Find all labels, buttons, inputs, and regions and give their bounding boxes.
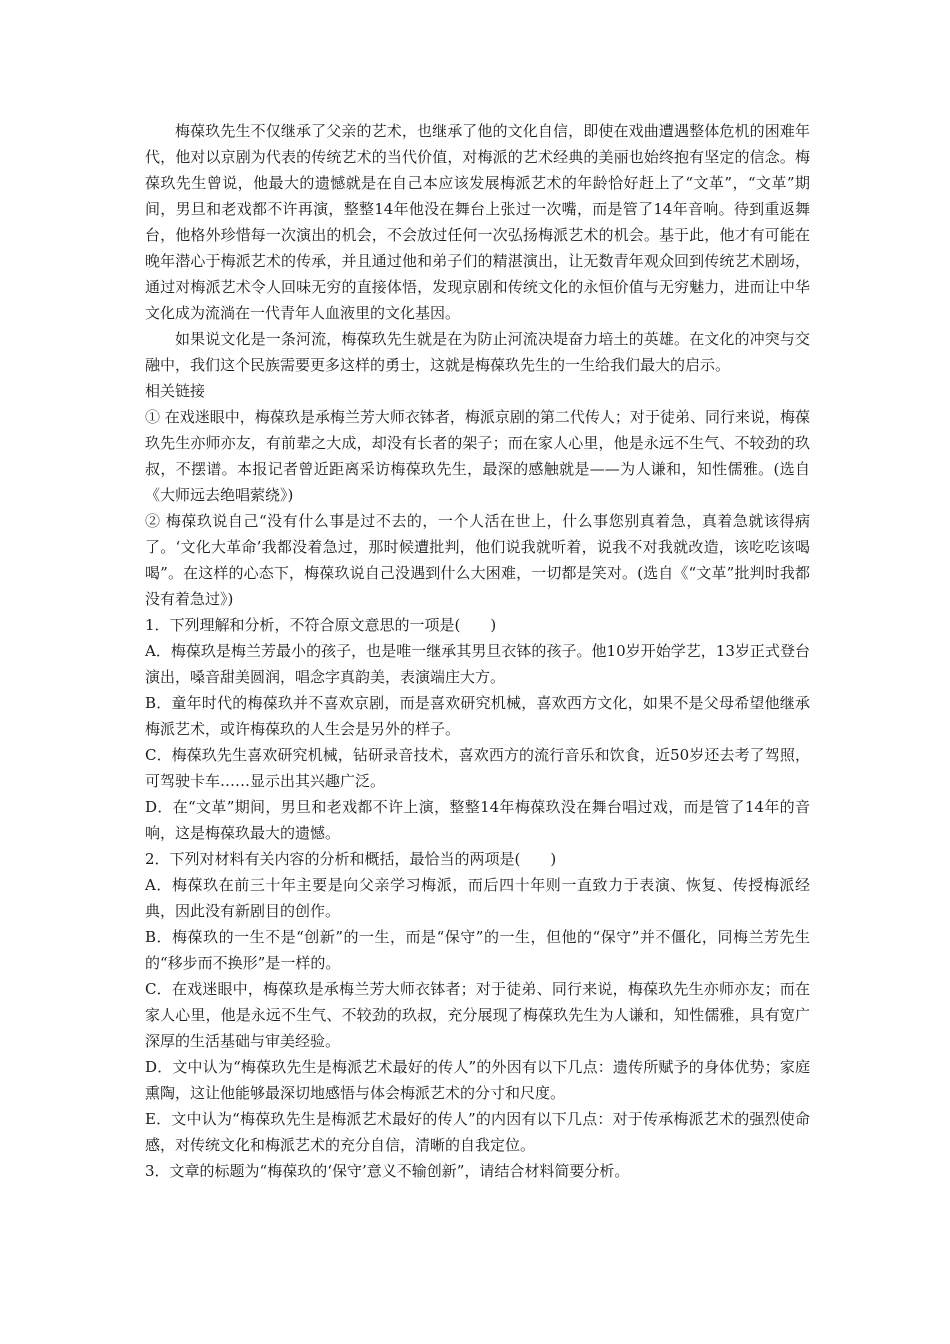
question-2-option-a: A．梅葆玖在前三十年主要是向父亲学习梅派，而后四十年则一直致力于表演、恢复、传授梅派经典，因此没有新剧目的创作。 xyxy=(145,876,810,920)
question-1-option-b: B．童年时代的梅葆玖并不喜欢京剧，而是喜欢研究机械，喜欢西方文化，如果不是父母希望他继承梅派艺术，或许梅葆玖的人生会是另外的样子。 xyxy=(145,694,810,738)
question-1-option-c: C．梅葆玖先生喜欢研究机械，钻研录音技术，喜欢西方的流行音乐和饮食，近50岁还去考了驾照，可驾驶卡车……显示出其兴趣广泛。 xyxy=(145,746,810,790)
question-1-stem: 1．下列理解和分析，不符合原文意思的一项是( ) xyxy=(145,616,497,634)
question-2-option-c: C．在戏迷眼中，梅葆玖是承梅兰芳大师衣钵者；对于徒弟、同行来说，梅葆玖先生亦师亦友；而在家人心里，他是永远不生气、不较劲的玖叔，充分展现了梅葆玖先生为人谦和，知性儒雅，具有宽广深厚的生活基础与审美经验。 xyxy=(145,980,810,1050)
question-2-option-d: D．文中认为“梅葆玖先生是梅派艺术最好的传人”的外因有以下几点：遗传所赋予的身体优势；家庭熏陶，这让他能够最深切地感悟与体会梅派艺术的分寸和尺度。 xyxy=(145,1058,810,1102)
article-paragraph-2: 如果说文化是一条河流，梅葆玖先生就是在为防止河流决堤奋力培土的英雄。在文化的冲突与交融中，我们这个民族需要更多这样的勇士，这就是梅葆玖先生的一生给我们最大的启示。 xyxy=(145,330,810,374)
question-2-option-e: E．文中认为“梅葆玖先生是梅派艺术最好的传人”的内因有以下几点：对于传承梅派艺术的强烈使命感，对传统文化和梅派艺术的充分自信，清晰的自我定位。 xyxy=(145,1110,810,1154)
document-page xyxy=(145,118,810,1184)
question-2-stem: 2．下列对材料有关内容的分析和概括，最恰当的两项是( ) xyxy=(145,850,557,868)
related-link-1: ① 在戏迷眼中，梅葆玖是承梅兰芳大师衣钵者，梅派京剧的第二代传人；对于徒弟、同行来说，梅葆玖先生亦师亦友，有前辈之大成，却没有长者的架子；而在家人心里，他是永远不生气、不较劲的玖叔，不摆谱。本报记者曾近距离采访梅葆玖先生，最深的感触就是——为人谦和，知性儒雅。(选自《大师远去绝唱萦绕》) xyxy=(145,408,810,504)
question-2-option-b: B．梅葆玖的一生不是“创新”的一生，而是“保守”的一生，但他的“保守”并不僵化，同梅兰芳先生的“移步而不换形”是一样的。 xyxy=(145,928,810,972)
question-1-option-a: A．梅葆玖是梅兰芳最小的孩子，也是唯一继承其男旦衣钵的孩子。他10岁开始学艺，13岁正式登台演出，嗓音甜美圆润，唱念字真韵美，表演端庄大方。 xyxy=(145,642,810,686)
question-1-option-d: D．在“文革”期间，男旦和老戏都不许上演，整整14年梅葆玖没在舞台唱过戏，而是管了14年的音响，这是梅葆玖最大的遗憾。 xyxy=(145,798,810,842)
related-link-2: ② 梅葆玖说自己“没有什么事是过不去的，一个人活在世上，什么事您别真着急，真着急就该得病了。‘文化大革命’我都没着急过，那时候遭批判，他们说我就听着，说我不对我就改造，该吃吃该喝喝”。在这样的心态下，梅葆玖说自己没遇到什么大困难，一切都是笑对。(选自《“文革”批判时我都没有着急过》) xyxy=(145,512,810,608)
question-3-stem: 3．文章的标题为“梅葆玖的‘保守’意义不输创新”，请结合材料简要分析。 xyxy=(145,1162,630,1180)
related-links-heading: 相关链接 xyxy=(145,382,206,400)
article-paragraph-1: 梅葆玖先生不仅继承了父亲的艺术，也继承了他的文化自信，即使在戏曲遭遇整体危机的困难年代，他对以京剧为代表的传统艺术的当代价值，对梅派的艺术经典的美丽也始终抱有坚定的信念。梅葆玖先生曾说，他最大的遗憾就是在自己本应该发展梅派艺术的年龄恰好赶上了“文革”，“文革”期间，男旦和老戏都不许再演，整整14年他没在舞台上张过一次嘴，而是管了14年音响。待到重返舞台，他格外珍惜每一次演出的机会，不会放过任何一次弘扬梅派艺术的机会。基于此，他才有可能在晚年潜心于梅派艺术的传承，并且通过他和弟子们的精湛演出，让无数青年观众回到传统艺术剧场，通过对梅派艺术令人回味无穷的直接体悟，发现京剧和传统文化的永恒价值与无穷魅力，进而让中华文化成为流淌在一代青年人血液里的文化基因。 xyxy=(145,122,810,322)
